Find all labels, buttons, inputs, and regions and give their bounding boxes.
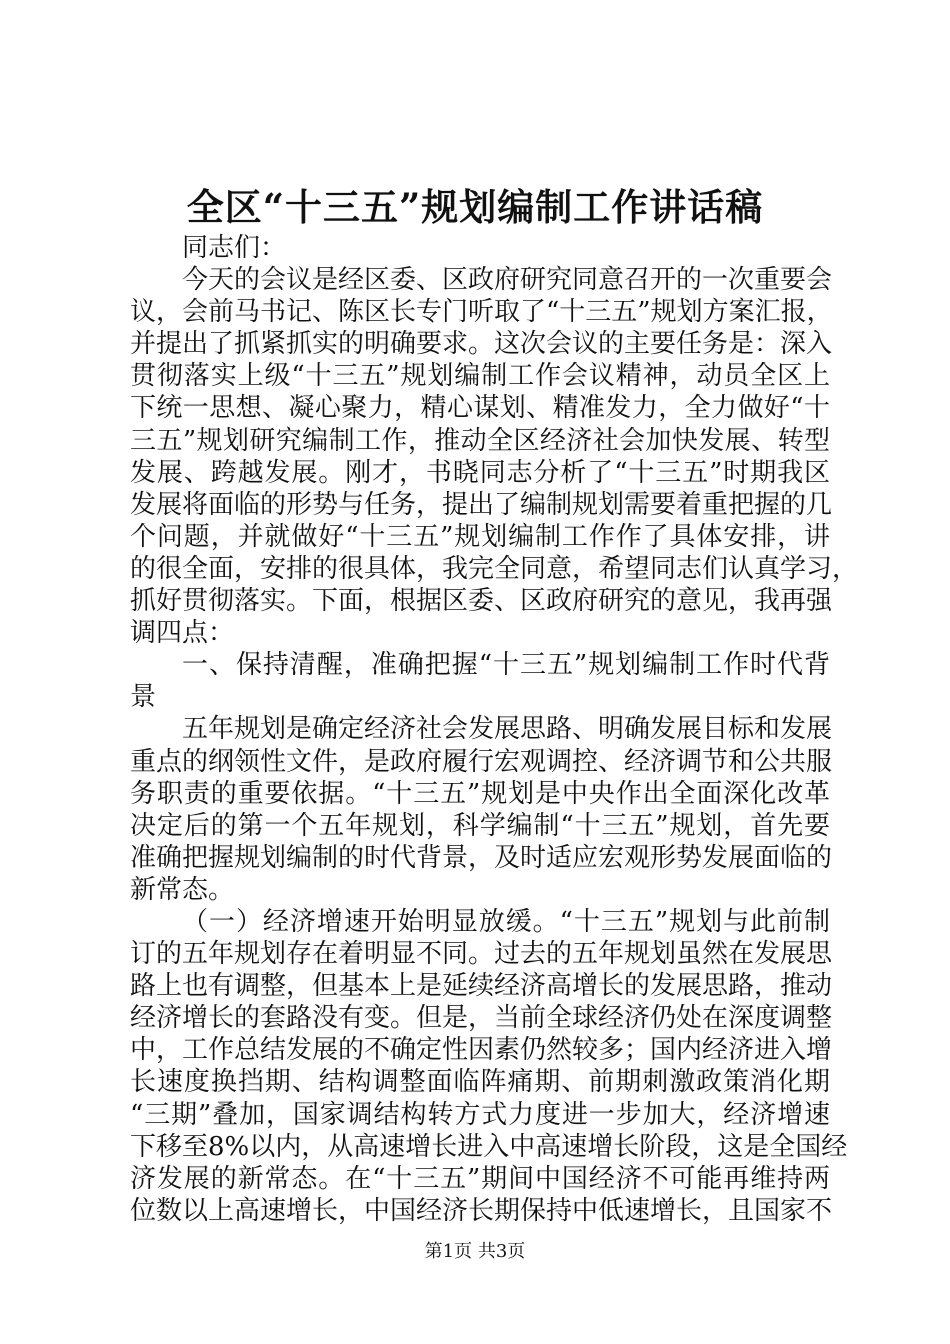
paragraph-line: 路上也有调整，但基本上是延续经济高增长的发展思路，推动 [130,971,833,1002]
paragraph-1 [130,264,859,649]
paragraph-2 [130,713,833,906]
page-footer: 第1页 共3页 [424,1241,526,1262]
paragraph-line: 并提出了抓紧抓实的明确要求。这次会议的主要任务是：深入 [130,329,833,360]
paragraph-line: 五年规划是确定经济社会发展思路、明确发展目标和发展 [182,714,833,745]
heading-line: 一、保持清醒，准确把握“十三五”规划编制工作时代背 [182,650,830,681]
paragraph-line: 个问题，并就做好“十三五”规划编制工作作了具体安排，讲 [130,521,830,552]
paragraph-line: 下统一思想、凝心聚力，精心谋划、精准发力，全力做好“十 [130,393,830,424]
paragraph-line: 决定后的第一个五年规划，科学编制“十三五”规划，首先要 [130,810,830,841]
paragraph-line: 下移至8%以内，从高速增长进入中高速增长阶段，这是全国经 [130,1131,848,1162]
paragraph-line: 务职责的重要依据。“十三五”规划是中央作出全面深化改革 [130,778,830,809]
paragraph-line: 今天的会议是经区委、区政府研究同意召开的一次重要会 [182,265,833,296]
paragraph-line: 发展将面临的形势与任务，提出了编制规划需要着重把握的几 [130,489,833,520]
paragraph-line: 长速度换挡期、结构调整面临阵痛期、前期刺激政策消化期 [130,1067,830,1098]
paragraph-line: 济发展的新常态。在“十三五”期间中国经济不可能再维持两 [130,1163,830,1194]
paragraph-line: 新常态。 [130,874,235,905]
paragraph-line: 重点的纲领性文件，是政府履行宏观调控、经济调节和公共服 [130,746,833,777]
paragraph-line: （一）经济增速开始明显放缓。“十三五”规划与此前制 [182,906,830,937]
section-heading-1 [130,649,830,713]
document-body [130,232,859,1227]
paragraph-line: 位数以上高速增长，中国经济长期保持中低速增长，且国家不 [130,1195,833,1226]
paragraph-line: 抓好贯彻落实。下面，根据区委、区政府研究的意见，我再强 [130,586,833,617]
paragraph-line: 调四点： [130,618,235,649]
document-title: 全区“十三五”规划编制工作讲话稿 [186,185,764,229]
salutation [130,232,830,264]
paragraph-line: 中，工作总结发展的不确定性因素仍然较多；国内经济进入增 [130,1035,833,1066]
paragraph-line: 贯彻落实上级“十三五”规划编制工作会议精神，动员全区上 [130,361,830,392]
salutation-text: 同志们： [182,233,287,263]
paragraph-line: 订的五年规划存在着明显不同。过去的五年规划虽然在发展思 [130,939,833,970]
paragraph-line: 议，会前马书记、陈区长专门听取了“十三五”规划方案汇报， [130,297,833,328]
heading-line: 景 [130,682,157,713]
paragraph-line: 的很全面，安排的很具体，我完全同意，希望同志们认真学习， [130,553,859,584]
paragraph-line: 准确把握规划编制的时代背景，及时适应宏观形势发展面临的 [130,842,833,873]
paragraph-line: 发展、跨越发展。刚才，书晓同志分析了“十三五”时期我区 [130,457,830,488]
paragraph-line: 经济增长的套路没有变。但是，当前全球经济仍处在深度调整 [130,1003,833,1034]
paragraph-line: 三五”规划研究编制工作，推动全区经济社会加快发展、转型 [130,425,830,456]
paragraph-line: “三期”叠加，国家调结构转方式力度进一步加大，经济增速 [130,1099,830,1130]
paragraph-3 [130,906,848,1227]
